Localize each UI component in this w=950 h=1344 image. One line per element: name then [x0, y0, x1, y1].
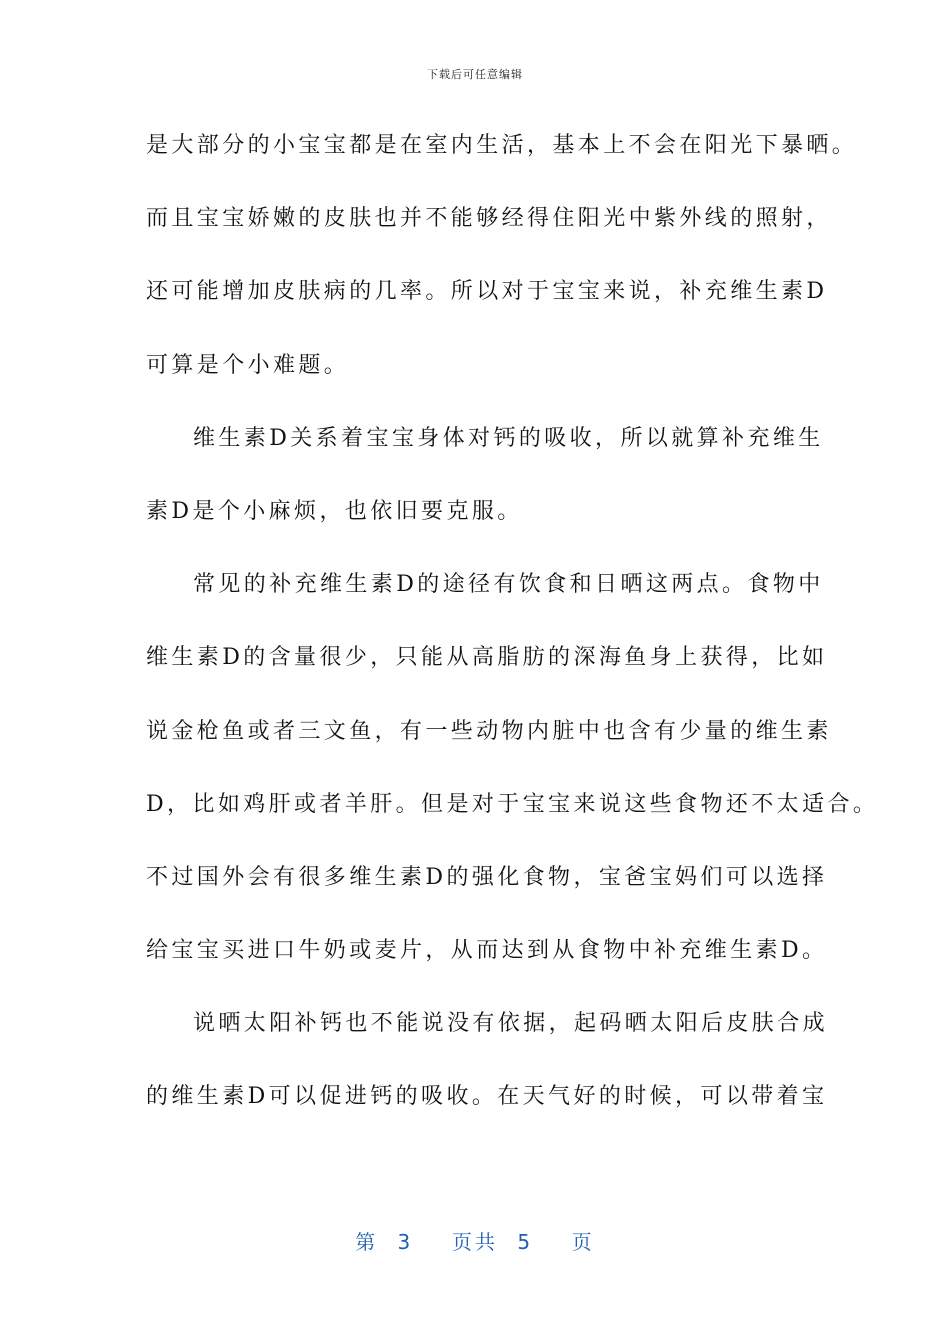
- page-header: 下载后可任意编辑: [427, 68, 523, 81]
- text-line: 的维生素D可以促进钙的吸收。在天气好的时候，可以带着宝: [146, 1084, 828, 1110]
- text-line: 是大部分的小宝宝都是在室内生活，基本上不会在阳光下暴晒。: [146, 133, 858, 158]
- text-line: 素D是个小麻烦，也依旧要克服。: [146, 498, 523, 524]
- page-number-label: 第 3 页共 5 页: [355, 1230, 595, 1254]
- paragraph-start-line: 维生素D关系着宝宝身体对钙的吸收，所以就算补充维生: [193, 425, 824, 451]
- text-line: 说金枪鱼或者三文鱼，有一些动物内脏中也含有少量的维生素: [146, 718, 832, 744]
- text-line: 维生素D的含量很少，只能从高脂肪的深海鱼身上获得，比如: [146, 645, 828, 671]
- text-line: D，比如鸡肝或者羊肝。但是对于宝宝来说这些食物还不太适合。: [146, 791, 879, 817]
- page-footer: [0, 1226, 950, 1255]
- text-line: 给宝宝买进口牛奶或麦片，从而达到从食物中补充维生素D。: [146, 938, 828, 964]
- paragraph-start-line: 说晒太阳补钙也不能说没有依据，起码晒太阳后皮肤合成: [193, 1011, 829, 1037]
- text-line: 还可能增加皮肤病的几率。所以对于宝宝来说，补充维生素D: [146, 279, 828, 305]
- text-line: 不过国外会有很多维生素D的强化食物，宝爸宝妈们可以选择: [146, 864, 828, 890]
- paragraph-start-line: 常见的补充维生素D的途径有饮食和日晒这两点。食物中: [193, 572, 824, 598]
- text-line: 可算是个小难题。: [146, 352, 350, 378]
- body-text: [146, 124, 879, 1149]
- text-line: 而且宝宝娇嫩的皮肤也并不能够经得住阳光中紫外线的照射，: [146, 206, 832, 232]
